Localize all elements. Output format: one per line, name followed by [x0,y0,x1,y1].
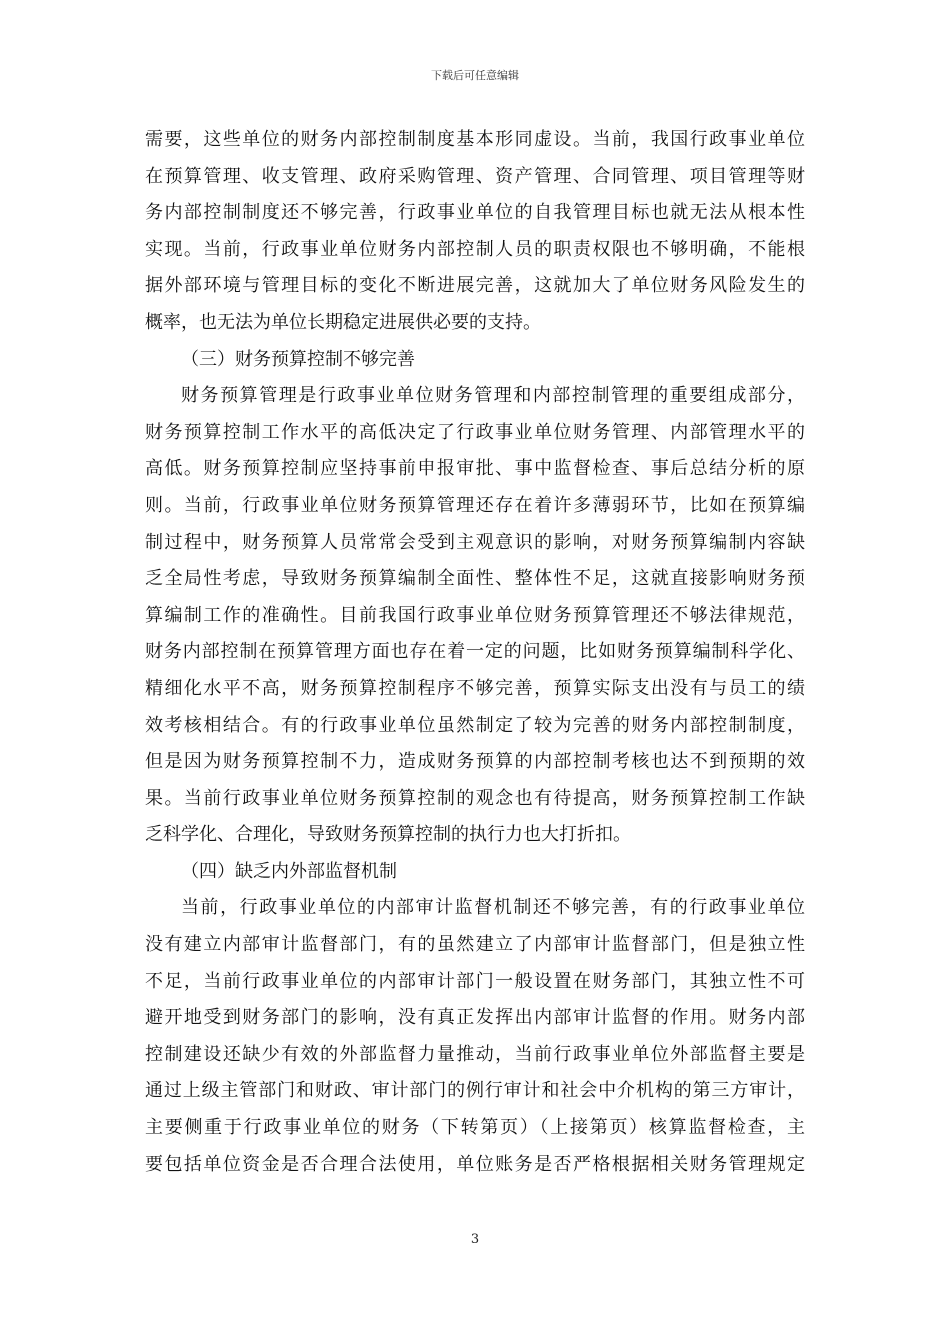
text-line: 务内部控制制度还不够完善，行政事业单位的自我管理目标也就无法从根本性 [145,202,805,224]
text-line: 当前，行政事业单位的内部审计监督机制还不够完善，有的行政事业单位 [181,897,805,919]
text-line: 则。当前，行政事业单位财务预算管理还存在着许多薄弱环节，比如在预算编 [145,494,805,516]
page-header: 下载后可任意编辑 [431,69,519,82]
section-heading-4: （四）缺乏内外部监督机制 [181,860,397,882]
text-line: 效考核相结合。有的行政事业单位虽然制定了较为完善的财务内部控制制度， [145,714,805,736]
text-line: 要包括单位资金是否合理合法使用，单位账务是否严格根据相关财务管理规定 [145,1153,805,1175]
text-line: 概率，也无法为单位长期稳定进展供必要的支持。 [145,311,541,333]
text-line: 据外部环境与管理目标的变化不断进展完善，这就加大了单位财务风险发生的 [145,275,805,297]
text-line: 财务内部控制在预算管理方面也存在着一定的问题，比如财务预算编制科学化、 [145,641,805,663]
text-line: 高低。财务预算控制应坚持事前申报审批、事中监督检查、事后总结分析的原 [145,458,805,480]
text-line: 但是因为财务预算控制不力，造成财务预算的内部控制考核也达不到预期的效 [145,751,805,773]
text-line: 乏全局性考虑，导致财务预算编制全面性、整体性不足，这就直接影响财务预 [145,568,805,590]
text-line: 制过程中，财务预算人员常常会受到主观意识的影响，对财务预算编制内容缺 [145,531,805,553]
text-line: 算编制工作的准确性。目前我国行政事业单位财务预算管理还不够法律规范， [145,604,805,626]
text-line: 实现。当前，行政事业单位财务内部控制人员的职责权限也不够明确，不能根 [145,238,805,260]
text-line: 避开地受到财务部门的影响，没有真正发挥出内部审计监督的作用。财务内部 [145,1007,805,1029]
text-line: 没有建立内部审计监督部门，有的虽然建立了内部审计监督部门，但是独立性 [145,934,805,956]
text-line: 在预算管理、收支管理、政府采购管理、资产管理、合同管理、项目管理等财 [145,165,805,187]
text-line: 果。当前行政事业单位财务预算控制的观念也有待提高，财务预算控制工作缺 [145,787,805,809]
text-line: 精细化水平不高，财务预算控制程序不够完善，预算实际支出没有与员工的绩 [145,677,805,699]
text-line: 控制建设还缺少有效的外部监督力量推动，当前行政事业单位外部监督主要是 [145,1043,805,1065]
text-line: 通过上级主管部门和财政、审计部门的例行审计和社会中介机构的第三方审计， [145,1080,805,1102]
text-line: 主要侧重于行政事业单位的财务（下转第页）（上接第页）核算监督检查，主 [145,1117,805,1139]
text-line: 财务预算管理是行政事业单位财务管理和内部控制管理的重要组成部分， [181,385,805,407]
text-line: 财务预算控制工作水平的高低决定了行政事业单位财务管理、内部管理水平的 [145,421,805,443]
document-body [145,122,805,1183]
text-line: 需要，这些单位的财务内部控制制度基本形同虚设。当前，我国行政事业单位 [145,129,805,150]
section-heading-3: （三）财务预算控制不够完善 [181,348,415,370]
page-number: 3 [470,1232,480,1247]
text-line: 乏科学化、合理化，导致财务预算控制的执行力也大打折扣。 [145,824,631,846]
text-line: 不足，当前行政事业单位的内部审计部门一般设置在财务部门，其独立性不可 [145,970,805,992]
